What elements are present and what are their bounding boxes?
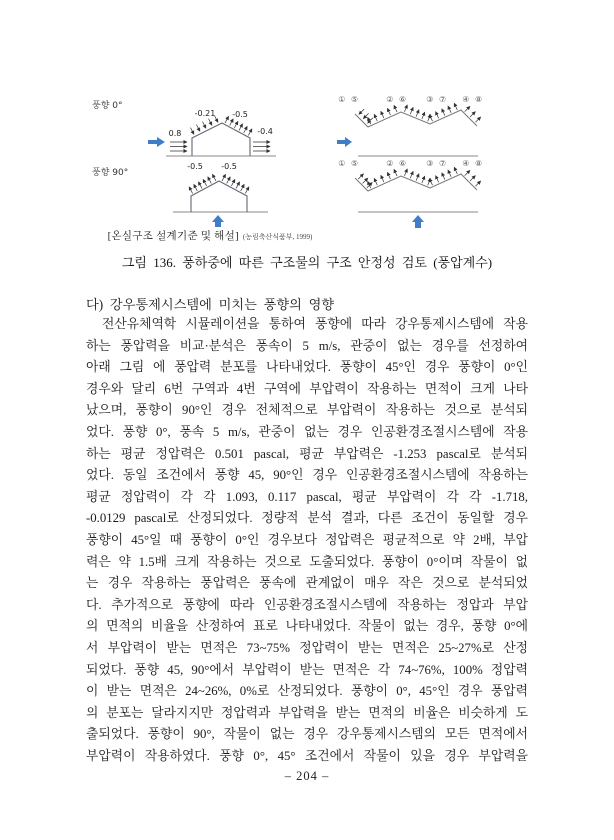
wind-direction-arrow-up: [412, 215, 424, 228]
body-text-line: 경우와 달리 6번 구역과 4번 구역에 부압력이 작용하는 면적이 크게 나타: [86, 381, 528, 396]
roof-arrows: [359, 109, 373, 123]
svg-text:③ ⑦: ③ ⑦: [426, 159, 448, 168]
figure-source-title: [온실구조 설계기준 및 해설]: [107, 231, 239, 242]
pressure-coefficient-label: -0.5: [232, 110, 248, 119]
wind-pressure-diagram-single-span: [78, 92, 328, 234]
svg-text:① ⑤: ① ⑤: [338, 95, 360, 104]
figure-caption: 그림 136. 풍하중에 따른 구조물의 구조 안정성 검토 (풍압계수): [121, 255, 493, 270]
roof-arrows: [465, 170, 481, 186]
roof-profile: [355, 110, 477, 127]
body-text-line: 었다. 동일 조건에서 풍향 45, 90°인 경우 인공환경조절시스템에 작용하는: [86, 468, 528, 483]
body-text-line: 되었다. 풍향 45, 90°에서 부압력이 받는 면적은 각 74~76%, 100% 정압력: [86, 662, 528, 677]
svg-text:② ⑥: ② ⑥: [386, 159, 408, 168]
pressure-coefficient-label: -0.5: [221, 162, 237, 171]
roof-arrows: [222, 174, 249, 193]
body-text: [86, 296, 528, 767]
figure-source-citation: (농림축산식품부, 1999): [242, 233, 313, 241]
body-text-line: 났으며, 풍향이 90°인 경우 전체적으로 부압력이 작용하는 것으로 분석되: [86, 403, 528, 418]
wind-direction-arrow-right: [148, 137, 165, 147]
roof-arrows: [368, 169, 398, 188]
body-text-line: 력은 약 1.5배 크게 작용하는 것으로 도출되었다. 풍향이 0°이며 작물이 없: [86, 554, 528, 569]
body-text-line: 이 받는 면적은 24~26%, 0%로 산정되었다. 풍향이 0°, 45°인 경우 풍압력: [86, 684, 528, 699]
pressure-coefficient-label: 0.8: [168, 129, 182, 138]
wind-90-label: 풍향 90°: [92, 168, 129, 178]
svg-text:④ ⑧: ④ ⑧: [462, 159, 484, 168]
roof-arrows: [225, 116, 252, 135]
body-text-line: 풍향이 45°일 때 풍향이 0°인 경우보다 정압력은 평균적으로 약 2배, 부압: [86, 532, 528, 547]
zone-number-labels: [338, 159, 483, 168]
body-text-line: 다. 추가적으로 풍향에 따라 인공환경조절시스템에 작용하는 정압과 부압: [86, 597, 528, 612]
roof-arrows: [189, 174, 216, 193]
pressure-coefficient-label: -0.5: [187, 162, 203, 171]
house-outline: [191, 181, 247, 212]
body-text-line: 의 면적의 비율을 산정하여 표로 나타내었다. 작물이 없는 경우, 풍향 0°에: [86, 619, 528, 634]
zone-number-labels: [338, 95, 483, 104]
body-text-line: 아래 그림 에 풍압력 분포를 나타내었다. 풍향이 45°인 경우 풍향이 0°인: [86, 360, 528, 375]
body-text-line: 었다. 풍향 0°, 풍속 5 m/s, 관중이 없는 경우 인공환경조절시스템에 작용: [86, 424, 528, 439]
body-text-line: 출되었다. 풍향이 90°, 작물이 없는 경우 강우통제시스템의 모든 면적에서: [86, 727, 528, 742]
wind-0-label: 풍향 0°: [92, 101, 123, 111]
body-text-line: 서 부압력이 받는 면적은 73~75% 정압력이 받는 면적은 25~27%로 산정: [86, 640, 528, 655]
section-heading: 다) 강우통제시스템에 미치는 풍향의 영향: [86, 297, 335, 312]
svg-text:② ⑥: ② ⑥: [386, 95, 408, 104]
body-text-line: 하는 평균 정압력은 0.501 pascal, 평균 부압력은 -1.253 pascal로 분석되: [86, 446, 528, 461]
roof-profile: [355, 174, 477, 191]
roof-arrows: [358, 174, 372, 188]
pressure-coefficient-label: -0.4: [257, 127, 273, 136]
paragraph: [86, 314, 528, 767]
body-text-line: 는 경우 작용하는 풍압력은 풍속에 관계없이 매우 작은 것으로 분석되었: [86, 576, 528, 591]
house-outline: [192, 123, 250, 156]
body-text-line: 의 분포는 달라지지만 정압력과 부압력을 받는 면적의 비율은 비슷하게 도: [86, 705, 528, 720]
roof-arrows: [465, 106, 481, 122]
pressure-coefficient-label: -0.21: [194, 109, 216, 118]
body-text-line: 평균 정압력이 각 각 1.093, 0.117 pascal, 평균 부압력이 각 각 -1.718,: [86, 489, 528, 504]
svg-text:③ ⑦: ③ ⑦: [426, 95, 448, 104]
body-text-line: 하는 풍압력을 비교·분석은 풍속이 5 m/s, 관중이 없는 경우를 선정하여: [86, 338, 528, 353]
figure-source: [80, 226, 340, 244]
body-text-line: -0.0129 pascal로 산정되었다. 정량적 분석 결과, 다른 조건이 동일할 경우: [86, 511, 528, 526]
roof-arrows: [368, 105, 398, 124]
wind-pressure-diagram-multi-span: [325, 88, 525, 238]
body-text-line: 부압력이 작용하였다. 풍향 0°, 45° 조건에서 작물이 있을 경우 부압력을: [86, 748, 528, 763]
leeward-wall-arrows: [253, 142, 270, 151]
wind-direction-arrow-right: [337, 137, 352, 147]
svg-text:① ⑤: ① ⑤: [338, 159, 360, 168]
page-number: – 204 –: [284, 769, 330, 783]
svg-text:④ ⑧: ④ ⑧: [462, 95, 484, 104]
body-text-line: 전산유체역학 시뮬레이션을 통하여 풍향에 따라 강우통제시스템에 작용: [102, 317, 528, 331]
windward-wall-arrows: [170, 142, 187, 151]
